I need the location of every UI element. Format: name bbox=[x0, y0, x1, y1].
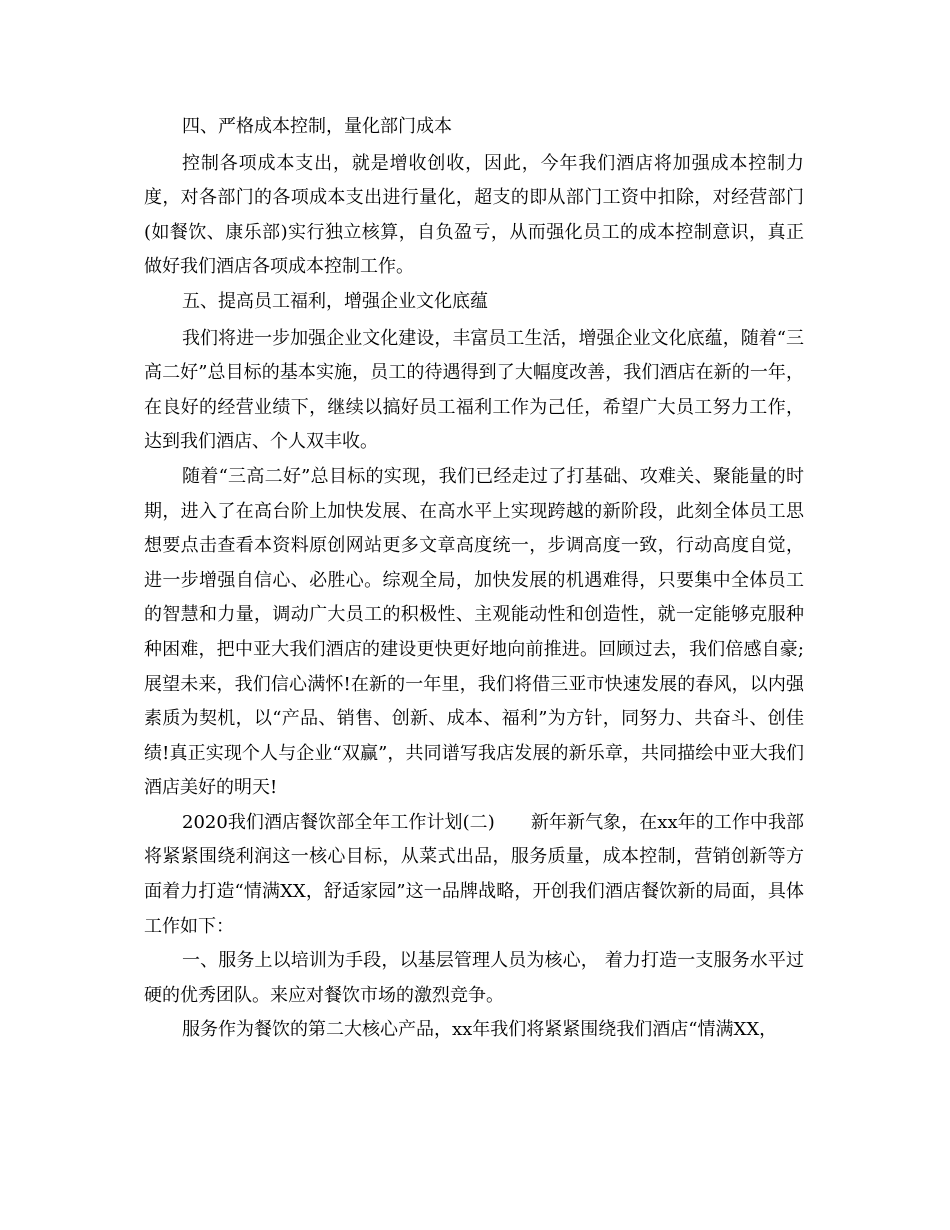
paragraph-cost-control: 控制各项成本支出，就是增收创收，因此，今年我们酒店将加强成本控制力度，对各部门的各项成本支出进行量化，超支的即从部门工资中扣除，对经营部门(如餐饮、康乐部)实行独立核算，自负盈亏，从而强化员工的成本控制意识，真正做好我们酒店各项成本控制工作。 bbox=[144, 152, 804, 278]
section-heading-cost-control: 四、严格成本控制，量化部门成本 bbox=[182, 116, 452, 137]
paragraph-service-core: 服务作为餐饮的第二大核心产品，xx年我们将紧紧围绕我们酒店“情满XX， bbox=[182, 1019, 778, 1041]
paragraph-corporate-culture: 我们将进一步加强企业文化建设，丰富员工生活，增强企业文化底蕴，随着“三高二好”总目标的基本实施，员工的待遇得到了大幅度改善，我们酒店在新的一年，在良好的经营业绩下，继续以搞好员工福利工作为己任，希望广大员工努力工作，达到我们酒店、个人双丰收。 bbox=[144, 327, 804, 453]
section-heading-service-training: 一、服务上以培训为手段，以基层管理人员为核心， 着力打造一支服务水平过硬的优秀团队。来应对餐饮市场的激烈竞争。 bbox=[144, 950, 804, 1006]
paragraph-outlook: 随着“三高二好”总目标的实现，我们已经走过了打基础、攻难关、聚能量的时期，进入了在高台阶上加快发展、在高水平上实现跨越的新阶段，此刻全体员工思想要点击查看本资料原创网站更多文章高度统一，步调高度一致，行动高度自觉，进一步增强自信心、必胜心。综观全局，加快发展的机遇难得，只要集中全体员工的智慧和力量，调动广大员工的积极性、主观能动性和创造性，就一定能够克服种种困难，把中亚大我们酒店的建设更快更好地向前推进。回顾过去，我们倍感自豪;展望未来，我们信心满怀!在新的一年里，我们将借三亚市快速发展的春风，以内强素质为契机，以“产品、销售、创新、成本、福利”为方针，同努力、共奋斗、创佳绩!真正实现个人与企业“双赢”，共同谱写我店发展的新乐章，共同描绘中亚大我们酒店美好的明天! bbox=[144, 465, 804, 799]
document-body bbox=[144, 110, 804, 1048]
paragraph-plan-two-intro: 2020我们酒店餐饮部全年工作计划(二) 新年新气象，在xx年的工作中我部将紧紧围绕利润这一核心目标，从菜式出品，服务质量，成本控制，营销创新等方面着力打造“情满XX，舒适家园”这一品牌战略，开创我们酒店餐饮新的局面，具体工作如下： bbox=[144, 811, 804, 937]
section-heading-employee-welfare: 五、提高员工福利，增强企业文化底蕴 bbox=[182, 290, 488, 312]
